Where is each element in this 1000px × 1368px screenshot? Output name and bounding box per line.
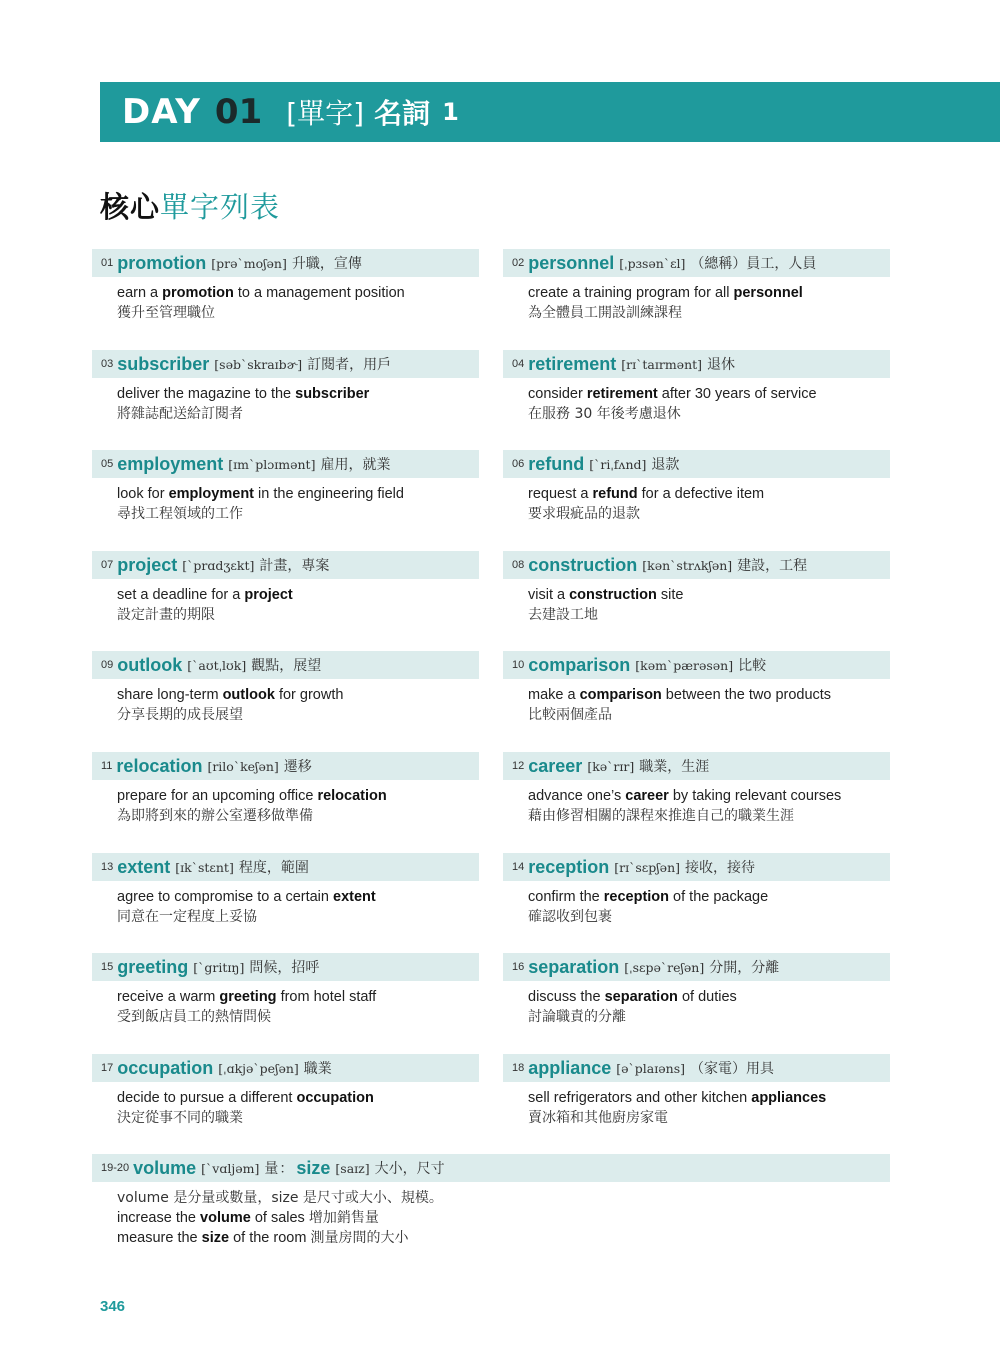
example-post: by taking relevant courses (668, 788, 842, 804)
entry-meaning: （總稱）員工，人員 (690, 256, 817, 272)
entry-number: 18 (512, 1062, 525, 1074)
example-translation: 受到飯店員工的熱情問候 (117, 1009, 271, 1025)
banner-category: [單字] (286, 97, 365, 130)
example-post: after 30 years of service (657, 386, 817, 402)
vocab-entry-relocation (92, 752, 479, 826)
example-sentence (528, 585, 890, 605)
example-post: of sales (250, 1210, 309, 1226)
banner-day-label: DAY (122, 92, 201, 132)
example-pre: measure the (117, 1230, 202, 1246)
entry-number: 11 (101, 760, 113, 772)
vocab-entry-body (92, 277, 479, 323)
example-keyword: personnel (733, 285, 803, 301)
entry-meaning: 退款 (651, 457, 680, 473)
example-keyword: comparison (579, 687, 662, 703)
example-keyword: project (244, 587, 293, 603)
entry-pronunciation: [kə`rɪr] (587, 758, 635, 774)
example-sentence (117, 484, 479, 504)
vocab-entry-retirement (503, 350, 890, 424)
vocab-entry-volume-size (92, 1154, 890, 1248)
usage-note: volume 是分量或數量，size 是尺寸或大小、規模。 (117, 1190, 443, 1206)
example-sentence (117, 987, 479, 1007)
example-sentence (528, 283, 890, 303)
example-translation: 為全體員工開設訓練課程 (528, 305, 682, 321)
example-pre: earn a (117, 285, 163, 301)
vocab-entry-header (503, 853, 890, 881)
vocab-entry-extent (92, 853, 479, 927)
entry-word: refund (528, 453, 585, 474)
vocab-entry-header (503, 953, 890, 981)
entry-pronunciation: [`gritɪŋ] (193, 959, 245, 975)
example-sentence (117, 685, 479, 705)
entry-pronunciation: [kən`strʌkʃən] (642, 557, 733, 573)
example-translation: 將雜誌配送給訂閱者 (117, 406, 243, 422)
example-translation: 同意在一定程度上妥協 (117, 909, 257, 925)
vocab-entry-header (92, 953, 479, 981)
example-post: of duties (677, 989, 737, 1005)
entry-word: personnel (528, 252, 615, 273)
example-keyword: relocation (317, 788, 387, 804)
example-sentence (117, 384, 479, 404)
example-sentence (528, 1088, 890, 1108)
example-sentence (528, 685, 890, 705)
example-translation: 藉由修習相關的課程來推進自己的職業生涯 (528, 808, 794, 824)
vocab-entry-header (92, 1154, 890, 1182)
example-post: between the two products (661, 687, 832, 703)
entry-word: subscriber (117, 353, 210, 374)
entry-word: comparison (528, 654, 631, 675)
vocab-entry-body (92, 579, 479, 625)
example-keyword: employment (168, 486, 255, 502)
entry-number: 12 (512, 760, 525, 772)
vocab-entry-body (92, 378, 479, 424)
entry-number: 09 (101, 659, 114, 671)
example-translation: 比較兩個產品 (528, 707, 612, 723)
entry-word-size: size (296, 1157, 331, 1178)
example-translation: 獲升至管理職位 (117, 305, 215, 321)
example-sentence (117, 1088, 479, 1108)
entry-meaning: 比較 (738, 658, 767, 674)
example-keyword: volume (200, 1210, 251, 1226)
entry-pronunciation: [ɪk`stɛnt] (175, 859, 234, 875)
entry-pronunciation: [rɪ`taɪrmənt] (621, 356, 703, 372)
vocab-entry-header (92, 450, 479, 478)
vocab-entry-subscriber (92, 350, 479, 424)
entry-meaning: 遷移 (283, 759, 312, 775)
example-sentence-volume (117, 1208, 890, 1228)
entry-meaning: 雇用，就業 (320, 457, 391, 473)
vocab-entry-body (92, 780, 479, 826)
day-banner (100, 82, 1000, 142)
entry-number: 08 (512, 559, 525, 571)
entry-meaning: 問候，招呼 (249, 960, 320, 976)
vocab-entry-project (92, 551, 479, 625)
example-translation: 確認收到包裹 (528, 909, 612, 925)
vocab-entry-body (503, 579, 890, 625)
entry-number: 10 (512, 659, 525, 671)
vocab-entry-personnel (503, 249, 890, 323)
banner-part-number: 1 (442, 98, 459, 126)
vocab-entry-body (503, 1082, 890, 1128)
entry-word: extent (117, 856, 171, 877)
vocab-entry-header (92, 350, 479, 378)
example-translation: 增加銷售量 (308, 1210, 379, 1226)
example-sentence (528, 384, 890, 404)
entry-word: career (528, 755, 583, 776)
vocab-entry-body (503, 378, 890, 424)
vocab-entry-career (503, 752, 890, 826)
example-pre: deliver the magazine to the (117, 386, 296, 402)
example-sentence (117, 887, 479, 907)
example-pre: consider (528, 386, 587, 402)
entry-number: 05 (101, 458, 114, 470)
entry-pronunciation: [səb`skraɪbɚ] (214, 356, 303, 372)
vocab-entry-header (92, 752, 479, 780)
example-keyword: retirement (586, 386, 658, 402)
entry-meaning: （家電）用具 (690, 1061, 774, 1077)
vocab-entry-construction (503, 551, 890, 625)
entry-number: 03 (101, 358, 114, 370)
page-number: 346 (100, 1298, 126, 1315)
vocab-entry-employment (92, 450, 479, 524)
entry-word: project (117, 554, 178, 575)
entry-number: 01 (101, 257, 114, 269)
entry-pronunciation: [rilo`keʃən] (207, 758, 279, 774)
example-pre: agree to compromise to a certain (117, 889, 333, 905)
example-sentence (528, 786, 890, 806)
vocab-entry-body (503, 780, 890, 826)
entry-pronunciation: [`prɑdʒɛkt] (182, 557, 255, 573)
entry-number: 07 (101, 559, 114, 571)
example-pre: discuss the (528, 989, 605, 1005)
entry-word: outlook (117, 654, 183, 675)
entry-number: 04 (512, 358, 525, 370)
entry-word: promotion (117, 252, 207, 273)
vocab-entry-body (503, 277, 890, 323)
entry-meaning: 職業，生涯 (639, 759, 710, 775)
example-sentence-size (117, 1228, 890, 1248)
entry-separator: ： (279, 1161, 294, 1177)
vocab-entry-separation (503, 953, 890, 1027)
example-keyword: greeting (219, 989, 277, 1005)
entry-word: greeting (117, 956, 189, 977)
example-sentence (117, 283, 479, 303)
entry-number: 13 (101, 861, 114, 873)
vocab-entry-body (503, 478, 890, 524)
entry-number: 14 (512, 861, 525, 873)
example-sentence (528, 887, 890, 907)
vocab-entry-body (503, 679, 890, 725)
entry-pronunciation: [kəm`pærəsən] (635, 657, 734, 673)
example-keyword: extent (333, 889, 376, 905)
example-pre: receive a warm (117, 989, 220, 1005)
vocab-entry-header (503, 551, 890, 579)
vocab-entry-refund (503, 450, 890, 524)
vocab-entry-outlook (92, 651, 479, 725)
entry-word-volume: volume (133, 1157, 197, 1178)
entry-number: 17 (101, 1062, 114, 1074)
entry-number: 02 (512, 257, 525, 269)
example-keyword: promotion (162, 285, 234, 301)
entry-word: retirement (528, 353, 617, 374)
example-post: for a defective item (637, 486, 765, 502)
entry-meaning: 計畫，專案 (259, 558, 330, 574)
entry-meaning: 程度，範圍 (238, 860, 309, 876)
vocab-entry-body (92, 1182, 890, 1248)
vocab-entry-header (92, 853, 479, 881)
entry-pronunciation-volume: [`vɑljəm] (201, 1160, 260, 1176)
example-keyword: size (201, 1230, 230, 1246)
entry-number: 19-20 (101, 1162, 130, 1174)
vocab-entry-header (503, 651, 890, 679)
entry-pronunciation: [`aʊtˌlʊk] (187, 657, 247, 673)
example-translation: 討論職責的分離 (528, 1009, 626, 1025)
section-title-teal: 單字列表 (160, 190, 281, 224)
example-pre: set a deadline for a (117, 587, 245, 603)
example-translation: 去建設工地 (528, 607, 598, 623)
entry-pronunciation: [ˌsɛpə`reʃən] (624, 959, 705, 975)
example-keyword: occupation (296, 1090, 374, 1106)
entry-meaning-volume: 量 (264, 1161, 279, 1177)
example-sentence (117, 786, 479, 806)
banner-part-of-speech: 名詞 (374, 97, 431, 130)
entry-word: occupation (117, 1057, 214, 1078)
example-pre: make a (528, 687, 580, 703)
vocab-entry-header (503, 249, 890, 277)
example-post: from hotel staff (276, 989, 377, 1005)
vocab-entry-comparison (503, 651, 890, 725)
vocab-entry-body (503, 981, 890, 1027)
example-translation: 尋找工程領域的工作 (117, 506, 243, 522)
example-translation: 測量房間的大小 (310, 1230, 409, 1246)
banner-day-number: 01 (214, 92, 263, 132)
entry-meaning-size: 大小，尺寸 (374, 1161, 445, 1177)
vocab-entry-body (92, 881, 479, 927)
example-keyword: refund (592, 486, 638, 502)
entry-pronunciation: [rɪ`sɛpʃən] (614, 859, 680, 875)
example-pre: increase the (117, 1210, 201, 1226)
vocab-entry-header (503, 450, 890, 478)
example-pre: request a (528, 486, 593, 502)
vocab-entry-appliance (503, 1054, 890, 1128)
example-sentence (528, 987, 890, 1007)
example-keyword: reception (603, 889, 670, 905)
vocab-entry-body (92, 981, 479, 1027)
example-keyword: outlook (222, 687, 275, 703)
entry-word: employment (117, 453, 224, 474)
example-translation: 在服務 30 年後考慮退休 (528, 406, 681, 422)
example-pre: share long-term (117, 687, 223, 703)
example-keyword: appliances (751, 1090, 827, 1106)
example-pre: prepare for an upcoming office (117, 788, 318, 804)
entry-meaning: 觀點，展望 (251, 658, 322, 674)
example-pre: create a training program for all (528, 285, 734, 301)
entry-pronunciation: [ɪm`plɔɪmənt] (228, 456, 316, 472)
example-pre: decide to pursue a different (117, 1090, 297, 1106)
vocab-entry-header (92, 1054, 479, 1082)
entry-word: construction (528, 554, 638, 575)
example-translation: 分享長期的成長展望 (117, 707, 243, 723)
vocab-entry-header (503, 1054, 890, 1082)
entry-pronunciation: [`riˌfʌnd] (589, 456, 647, 472)
section-title-dark: 核心 (100, 190, 161, 224)
vocab-entry-body (92, 679, 479, 725)
entry-word: appliance (528, 1057, 612, 1078)
example-translation: 為即將到來的辦公室遷移做準備 (117, 808, 313, 824)
vocab-entry-header (503, 752, 890, 780)
example-pre: visit a (528, 587, 570, 603)
entry-pronunciation: [ˌpɜsən`ɛl] (619, 255, 686, 271)
example-translation: 決定從事不同的職業 (117, 1110, 243, 1126)
example-translation: 設定計畫的期限 (117, 607, 215, 623)
entry-meaning: 接收，接待 (685, 860, 755, 876)
entry-word: reception (528, 856, 610, 877)
example-post: of the room (229, 1230, 311, 1246)
example-post: for growth (274, 687, 344, 703)
vocab-entry-header (92, 249, 479, 277)
entry-number: 15 (101, 961, 114, 973)
vocab-entry-body (503, 881, 890, 927)
vocab-entry-body (92, 1082, 479, 1128)
entry-number: 06 (512, 458, 525, 470)
vocab-entry-header (503, 350, 890, 378)
example-post: to a management position (233, 285, 405, 301)
entry-meaning: 職業 (303, 1061, 332, 1077)
entry-meaning: 退休 (707, 357, 736, 373)
vocab-entry-header (92, 651, 479, 679)
entry-meaning: 升職，宣傳 (291, 256, 362, 272)
example-post: in the engineering field (254, 486, 404, 502)
example-keyword: construction (569, 587, 657, 603)
example-translation: 賣冰箱和其他廚房家電 (528, 1110, 668, 1126)
entry-word: relocation (116, 755, 203, 776)
vocab-entry-reception (503, 853, 890, 927)
vocab-entry-greeting (92, 953, 479, 1027)
entry-word: separation (528, 956, 620, 977)
entry-pronunciation-size: [saɪz] (335, 1160, 370, 1176)
example-sentence (528, 484, 890, 504)
entry-meaning: 分開，分離 (709, 960, 780, 976)
entry-pronunciation: [ə`plaɪəns] (616, 1060, 685, 1076)
example-post: site (656, 587, 684, 603)
entry-meaning: 建設，工程 (737, 558, 808, 574)
example-pre: look for (117, 486, 169, 502)
entry-meaning: 訂閱者，用戶 (307, 357, 392, 373)
example-pre: advance one’s (528, 788, 626, 804)
example-keyword: separation (604, 989, 678, 1005)
vocab-entry-header (92, 551, 479, 579)
section-title (100, 185, 280, 226)
example-post: of the package (669, 889, 769, 905)
example-pre: confirm the (528, 889, 604, 905)
entry-number: 16 (512, 961, 525, 973)
vocab-entry-promotion (92, 249, 479, 323)
vocab-entry-occupation (92, 1054, 479, 1128)
vocab-entry-body (92, 478, 479, 524)
example-pre: sell refrigerators and other kitchen (528, 1090, 752, 1106)
example-keyword: career (625, 788, 669, 804)
example-keyword: subscriber (295, 386, 370, 402)
example-translation: 要求瑕疵品的退款 (528, 506, 640, 522)
entry-pronunciation: [ˌɑkjə`peʃən] (218, 1060, 299, 1076)
example-sentence (117, 585, 479, 605)
entry-pronunciation: [prə`moʃən] (211, 255, 287, 271)
